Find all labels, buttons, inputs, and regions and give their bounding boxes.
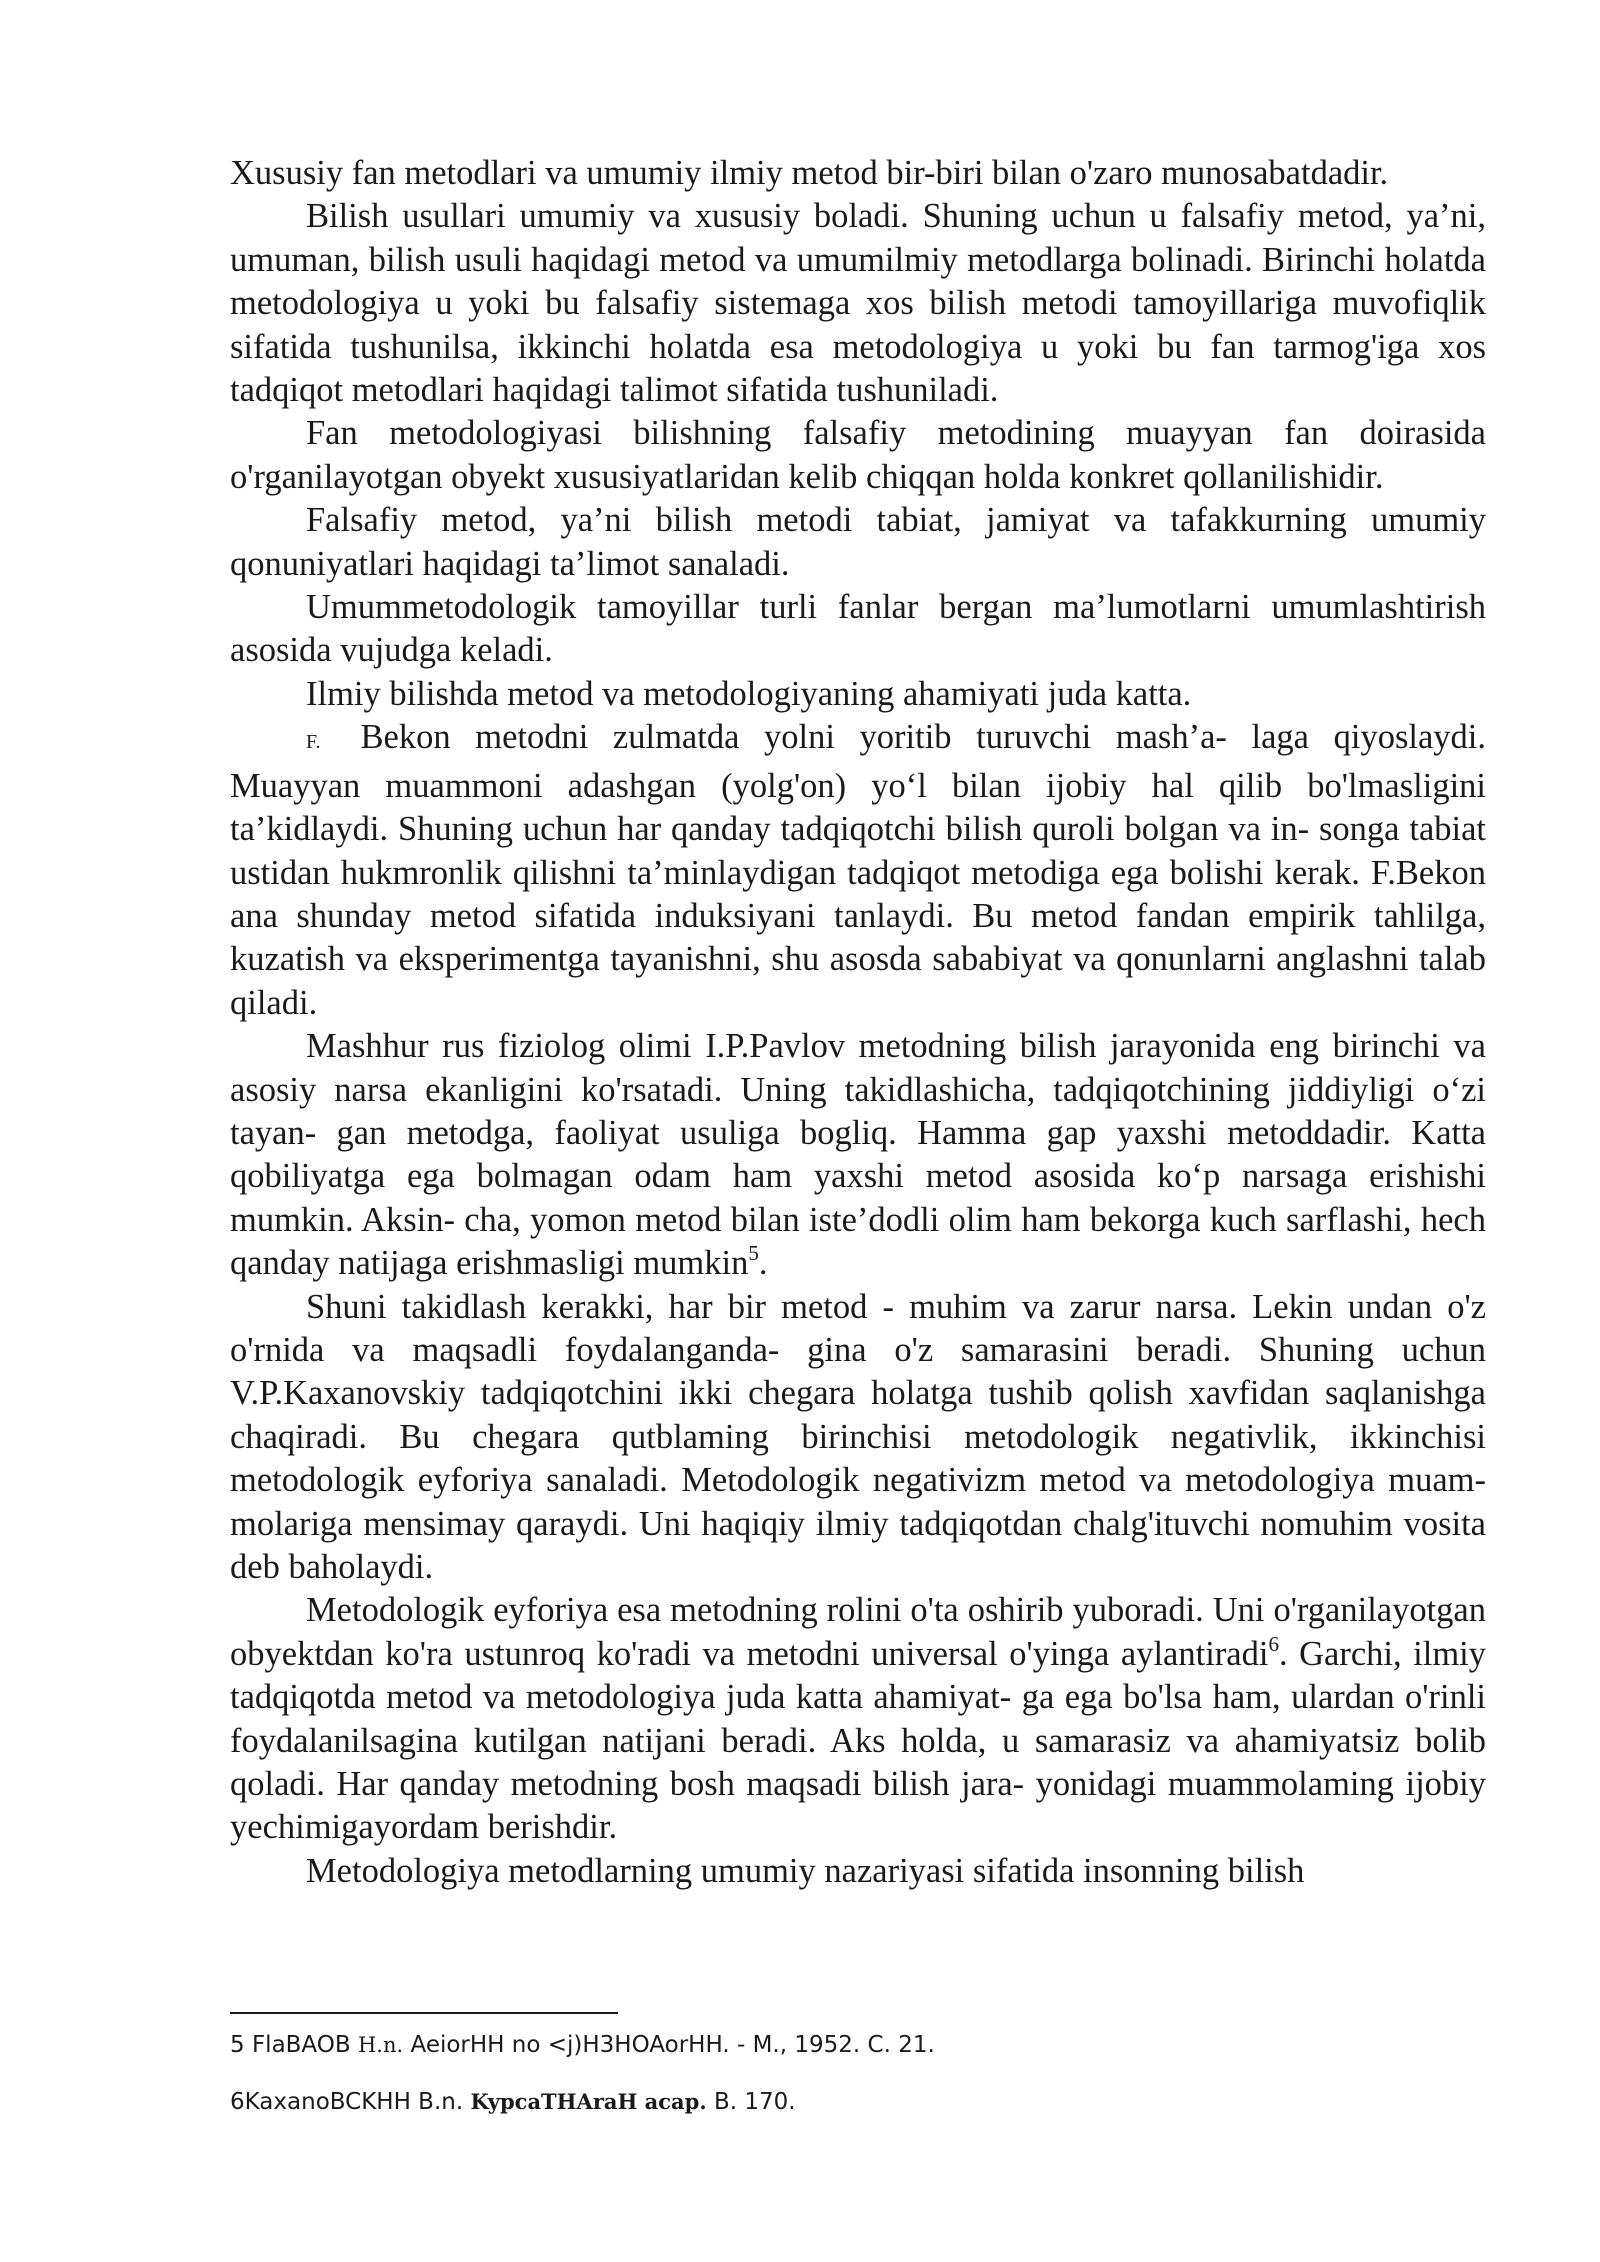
paragraph-pavlov [230, 1025, 1486, 1285]
paragraph: Metodologiya metodlarning umumiy nazariyasi sifatida insonning bilish [306, 1851, 1305, 1890]
footnote-text: KypcaTHAraH acap. [470, 2089, 707, 2114]
paragraph: Umummetodologik tamoyillar turli fanlar bergan ma’lumotlarni umumlashtirish asosida vujudga keladi. [230, 588, 1486, 670]
paragraph: Shuni takidlash kerakki, har bir metod - muhim va zarur narsa. Lekin undan o'z o'rnida va maqsadli foydalanganda- gina o'z samarasini beradi. Shuning uchun V.P.Kaxanovskiy tadqiqotchini ikki chegara holatga tushib qolish xavfidan saqlanishga chaqiradi. Bu chegara qutblaming birinchisi metodologik negativlik, ikkinchisi metodologik eyforiya sanaladi. Metodologik negativizm metod va metodologiya muam- molariga mensimay qaraydi. Uni haqiqiy ilmiy tadqiqotdan chalg'ituvchi nomuhim vosita deb baholaydi. [230, 1287, 1486, 1586]
paragraph-bekon [230, 716, 1486, 1025]
footnote-ref-5[interactable]: 5 [748, 1241, 759, 1266]
footnote-text: 6KaxanoBCKHH B.n. [230, 2089, 471, 2115]
paragraph-initial: F. [306, 731, 321, 754]
paragraph-eyforiya [230, 1589, 1486, 1849]
paragraph: Bilish usullari umumiy va xususiy boladi. Shuning uchun u falsafiy metod, ya’ni, umuman, bilish usuli haqidagi metod va umumilmiy metodlarga bolinadi. Birinchi holatda metodologiya u yoki bu falsafiy sistemaga xos bilish metodi tamoyillariga muvofiqlik sifatida tushunilsa, ikkinchi holatda esa metodologiya u yoki bu fan tarmog'iga xos tadqiqot metodlari haqidagi talimot sifatida tushuniladi. [230, 197, 1486, 410]
paragraph-text: Metodologik eyforiya esa metodning rolini o'ta oshirib yuboradi. Uni o'rganilayotgan obyektdan ko'ra ustunroq ko'radi va metodni universal o'yinga aylantiradi [230, 1591, 1486, 1673]
paragraph-text: . Garchi, ilmiy tadqiqotda metod va metodologiya juda katta ahamiyat- ga ega bo'lsa ham, ulardan o'rinli foydalanilsagina kutilgan natijani beradi. Aks holda, u samarasiz va ahamiyatsiz bolib qoladi. Har qanday metodning bosh maqsadi bilish jara- yonidagi muammolaming ijobiy yechimigayordam berishdir. [230, 1634, 1486, 1847]
footnote-ref-6[interactable]: 6 [1268, 1631, 1279, 1656]
footnote-text: 5 FlaBAOB [230, 2032, 358, 2058]
paragraph: Fan metodologiyasi bilishning falsafiy metodining muayyan fan doirasida o'rganilayotgan obyekt xususiyatlaridan kelib chiqqan holda konkret qollanilishidir. [230, 414, 1486, 496]
footnote-text: H.n. [357, 2033, 404, 2057]
footnote-5 [230, 2030, 935, 2060]
footnote-text: B. 170. [706, 2089, 796, 2115]
paragraph: Ilmiy bilishda metod va metodologiyaning ahamiyati juda katta. [306, 674, 1192, 713]
paragraph-text: Bekon metodni zulmatda yolni yoritib turuvchi mash’a- laga qiyoslaydi. Muayyan muammoni adashgan (yolg'on) yo‘l bilan ijobiy hal qilib bo'lmasligini ta’kidlaydi. Shuning uchun har qanday tadqiqotchi bilish quroli bolgan va in- songa tabiat ustidan hukmronlik qilishni ta’minlaydigan tadqiqot metodiga ega bolishi kerak. F.Bekon ana shunday metod sifatida induksiyani tanlaydi. Bu metod fandan empirik tahlilga, kuzatish va eksperimentga tayanishni, shu asosda sababiyat va qonunlarni anglashni talab qiladi. [230, 718, 1486, 1022]
paragraph: Falsafiy metod, ya’ni bilish metodi tabiat, jamiyat va tafakkurning umumiy qonuniyatlari haqidagi ta’limot sanaladi. [230, 501, 1486, 583]
footnote-text: AeiorHH no <j)H3HOAorHH. - M., 1952. C. 21. [403, 2032, 935, 2058]
paragraph-text: Mashhur rus fiziolog olimi I.P.Pavlov metodning bilish jarayonida eng birinchi va asosiy narsa ekanligini ko'rsatadi. Uning takidlashicha, tadqiqotchining jiddiyligi o‘zi tayan- gan metodga, faoliyat usuliga bogliq. Hamma gap yaxshi metoddadir. Katta qobiliyatga ega bolmagan odam ham yaxshi metod asosida ko‘p narsaga erishishi mumkin. Aksin- cha, yomon metod bilan iste’dodli olim ham bekorga kuch sarflashi, hech qanday natijaga erishmasligi mumkin [230, 1027, 1486, 1283]
body-text [230, 152, 1486, 1893]
footnote-6 [230, 2087, 796, 2117]
footnote-divider [230, 2012, 618, 2014]
paragraph: Xususiy fan metodlari va umumiy ilmiy metod bir-biri bilan o'zaro munosabatdadir. [230, 154, 1389, 192]
paragraph-end: . [758, 1244, 768, 1283]
